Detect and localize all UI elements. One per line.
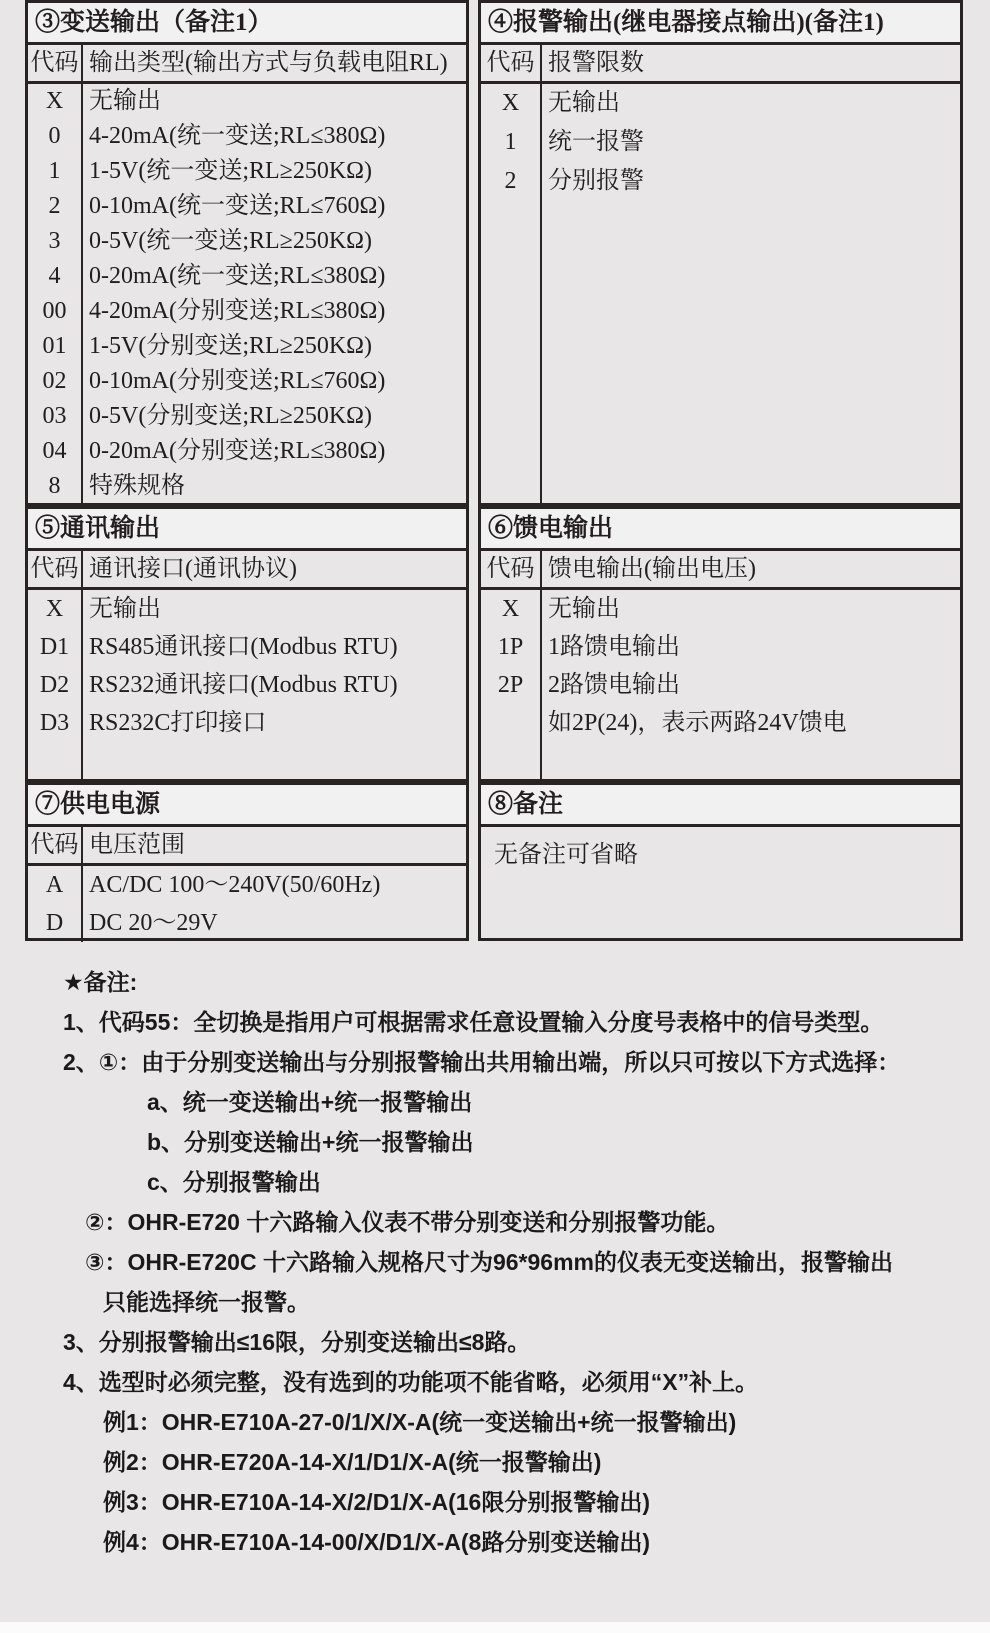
column-header-desc: 输出类型(输出方式与负载电阻RL) [89, 50, 448, 76]
code-column [28, 866, 83, 942]
code-cell: 03 [42, 403, 67, 429]
code-cell: X [45, 88, 64, 114]
code-cell: 2 [504, 168, 517, 194]
section-feed-output [478, 506, 963, 782]
desc-cell: 无输出 [548, 90, 620, 116]
code-cell: 00 [42, 298, 67, 324]
section-title-communication: ⑤通讯输出 [28, 509, 466, 551]
footnotes-header: ★备注: [63, 969, 138, 995]
code-cell: 2P [497, 672, 524, 698]
note-line: a、统一变送输出+统一报警输出 [147, 1089, 473, 1115]
desc-cell: RS485通讯接口(Modbus RTU) [89, 634, 398, 660]
code-cell: 02 [42, 368, 67, 394]
desc-cell: DC 20～29V [89, 910, 218, 936]
code-cell: 2 [48, 193, 61, 219]
desc-column [83, 84, 466, 504]
column-header-desc: 通讯接口(通讯协议) [89, 556, 297, 582]
column-header-desc: 馈电输出(输出电压) [548, 556, 756, 582]
code-cell: D3 [39, 710, 70, 736]
code-cell: 8 [48, 473, 61, 499]
code-cell: 3 [48, 228, 61, 254]
desc-cell: 4-20mA(分别变送;RL≤380Ω) [89, 298, 386, 324]
column-header-code: 代码 [28, 45, 83, 81]
column-header-desc: 报警限数 [548, 50, 644, 76]
section-title-remark: ⑧备注 [481, 785, 960, 827]
note-line: ②：OHR-E720 十六路输入仪表不带分别变送和分别报警功能。 [85, 1209, 730, 1235]
section-communication-output [25, 506, 469, 782]
note-line-example: 例2：OHR-E720A-14-X/1/D1/X-A(统一报警输出) [103, 1449, 602, 1475]
code-cell: D [45, 910, 64, 936]
footnotes [0, 962, 990, 1562]
note-line: ③：OHR-E720C 十六路输入规格尺寸为96*96mm的仪表无变送输出，报警输出 [85, 1249, 893, 1275]
code-column [28, 590, 83, 779]
code-cell [481, 704, 540, 742]
desc-column [542, 590, 960, 779]
section-transmission-output [25, 0, 469, 506]
desc-cell: 2路馈电输出 [548, 672, 680, 698]
desc-column [83, 590, 466, 779]
desc-cell: 4-20mA(统一变送;RL≤380Ω) [89, 123, 386, 149]
desc-cell: 1-5V(统一变送;RL≥250KΩ) [89, 158, 372, 184]
column-header-code: 代码 [481, 45, 542, 81]
section-title-transmission: ③变送输出（备注1） [28, 3, 466, 45]
section-title-feed: ⑥馈电输出 [481, 509, 960, 551]
code-cell: X [501, 596, 520, 622]
note-line: 只能选择统一报警。 [103, 1289, 310, 1315]
note-line: 4、选型时必须完整，没有选到的功能项不能省略，必须用“X”补上。 [63, 1369, 759, 1395]
desc-cell: 0-10mA(统一变送;RL≤760Ω) [89, 193, 386, 219]
desc-cell: 如2P(24)，表示两路24V馈电 [548, 710, 847, 736]
code-cell: 0 [48, 123, 61, 149]
desc-cell: 0-5V(分别变送;RL≥250KΩ) [89, 403, 372, 429]
column-header-code: 代码 [481, 551, 542, 587]
note-line: 3、分别报警输出≤16限，分别变送输出≤8路。 [63, 1329, 531, 1355]
code-cell: 04 [42, 438, 67, 464]
code-column [481, 84, 542, 503]
table-body-alarm [481, 84, 960, 503]
note-line-example: 例4：OHR-E710A-14-00/X/D1/X-A(8路分别变送输出) [103, 1529, 651, 1555]
code-cell: D1 [39, 634, 70, 660]
desc-cell: AC/DC 100～240V(50/60Hz) [89, 872, 381, 898]
desc-cell: 无输出 [89, 88, 161, 114]
table-header-communication [28, 551, 466, 590]
desc-cell: 0-10mA(分别变送;RL≤760Ω) [89, 368, 386, 394]
column-header-desc: 电压范围 [89, 832, 185, 858]
code-cell: A [45, 872, 64, 898]
table-header-transmission [28, 45, 466, 84]
note-line: 2、①：由于分别变送输出与分别报警输出共用输出端，所以只可按以下方式选择： [63, 1049, 901, 1075]
code-column [28, 84, 83, 504]
desc-cell: 统一报警 [548, 129, 644, 155]
section-title-alarm: ④报警输出(继电器接点输出)(备注1) [481, 3, 960, 45]
desc-cell: 0-5V(统一变送;RL≥250KΩ) [89, 228, 372, 254]
section-remark [478, 782, 963, 941]
column-header-code: 代码 [28, 827, 83, 863]
note-line-example: 例3：OHR-E710A-14-X/2/D1/X-A(16限分别报警输出) [103, 1489, 651, 1515]
desc-cell: 无输出 [89, 596, 161, 622]
code-cell: D2 [39, 672, 70, 698]
table-header-feed [481, 551, 960, 590]
table-body-power [28, 866, 466, 942]
section-title-power: ⑦供电电源 [28, 785, 466, 827]
desc-cell: 0-20mA(统一变送;RL≤380Ω) [89, 263, 386, 289]
ordering-selection-tables [25, 0, 963, 941]
desc-cell: 特殊规格 [89, 473, 185, 499]
desc-cell: 无输出 [548, 596, 620, 622]
desc-cell: RS232C打印接口 [89, 710, 267, 736]
code-cell: 1 [48, 158, 61, 184]
note-line-example: 例1：OHR-E710A-27-0/1/X/X-A(统一变送输出+统一报警输出) [103, 1409, 737, 1435]
column-header-code: 代码 [28, 551, 83, 587]
table-header-power [28, 827, 466, 866]
code-cell: X [45, 596, 64, 622]
desc-cell: 1路馈电输出 [548, 634, 680, 660]
desc-column [542, 84, 960, 503]
note-line: c、分别报警输出 [147, 1169, 321, 1195]
code-cell: 4 [48, 263, 61, 289]
note-line: b、分别变送输出+统一报警输出 [147, 1129, 474, 1155]
code-cell: 01 [42, 333, 67, 359]
desc-cell: RS232通讯接口(Modbus RTU) [89, 672, 398, 698]
desc-cell: 0-20mA(分别变送;RL≤380Ω) [89, 438, 386, 464]
note-line: 1、代码55：全切换是指用户可根据需求任意设置输入分度号表格中的信号类型。 [63, 1009, 884, 1035]
table-body-communication [28, 590, 466, 779]
table-header-alarm [481, 45, 960, 84]
code-cell: 1P [497, 634, 524, 660]
desc-cell: 分别报警 [548, 168, 644, 194]
desc-cell: 1-5V(分别变送;RL≥250KΩ) [89, 333, 372, 359]
code-column [481, 590, 542, 779]
desc-column [83, 866, 466, 942]
section-power-supply [25, 782, 469, 941]
table-body-feed [481, 590, 960, 779]
code-cell: 1 [504, 129, 517, 155]
bottom-white-strip [0, 1622, 990, 1633]
remark-body: 无备注可省略 [494, 842, 638, 868]
table-body-transmission [28, 84, 466, 504]
section-alarm-output [478, 0, 963, 506]
code-cell: X [501, 90, 520, 116]
